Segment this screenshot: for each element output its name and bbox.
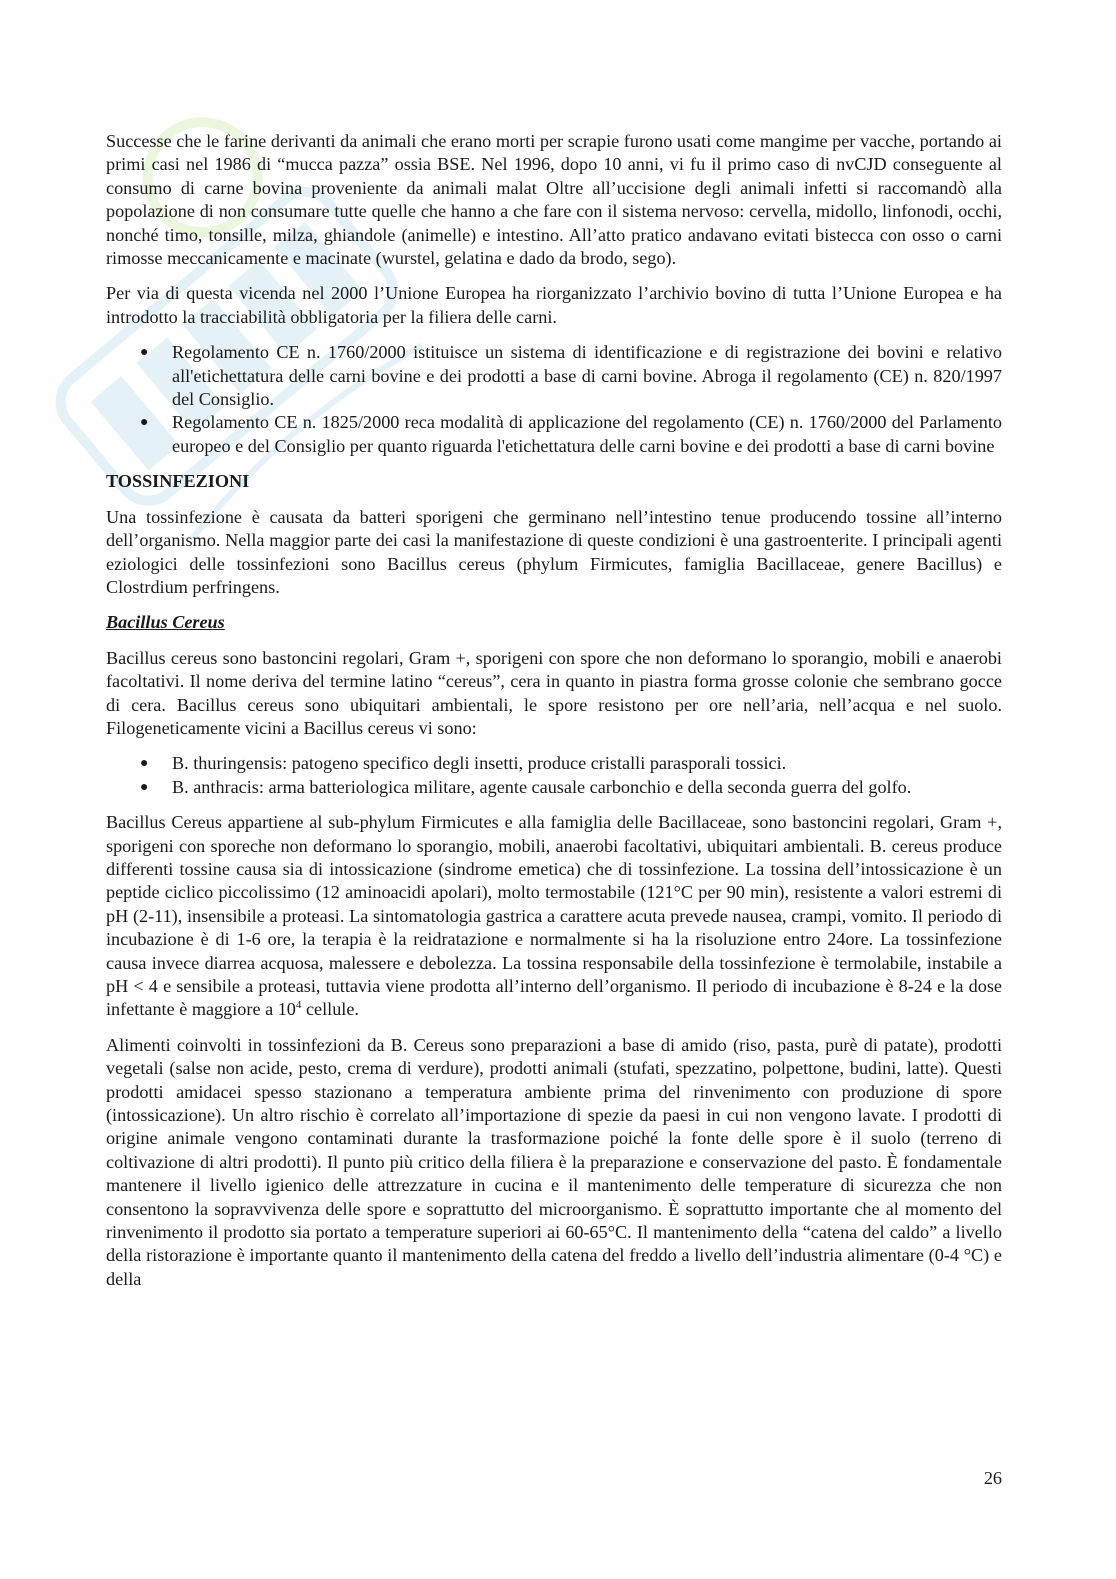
paragraph-bacillus-toxins <box>106 811 1002 1022</box>
list-item <box>106 411 1002 458</box>
relatives-list <box>106 752 1002 799</box>
bullet-icon: ● <box>140 756 149 772</box>
paragraph-tracciabilita: Per via di questa vicenda nel 2000 l’Unione Europea ha riorganizzato l’archivio bovino di tutta l’Unione Europea e ha introdotto la tracciabilità obbligatoria per la filiera delle carni. <box>106 283 1002 327</box>
section-heading-tossinfezioni: TOSSINFEZIONI <box>106 471 250 492</box>
bullet-icon: ● <box>140 345 149 361</box>
list-item <box>106 752 1002 775</box>
paragraph-text: Bacillus Cereus appartiene al sub-phylum Firmicutes e alla famiglia delle Bacillaceae, sono bastoncini regolari, Gram +, sporigeni con sporeche non deformano lo sporangio, mobili, anaerobi facoltativi, ubiquitari ambientali. B. cereus produce differenti tossine causa sia di intossicazione (sindrome emetica) che di tossinfezione. La tossina dell’intossicazione è un peptide ciclico piccolissimo (12 aminoacidi apolari), molto termostabile (121°C per 90 min), resistente a valori estremi di pH (2-11), insensibile a proteasi. La sintomatologia gastrica a carattere acuta prevede nausea, crampi, vomito. Il periodo di incubazione è di 1-6 ore, la terapia è la reidratazione e normalmente si ha la risoluzione entro 24ore. La tossinfezione causa invece diarrea acquosa, malessere e debolezza. La tossina responsabile della tossinfezione è termolabile, instabile a pH < 4 e sensibile a proteasi, tuttavia viene prodotta all’interno dell’organismo. Il periodo di incubazione è 8-24 e la dose infettante è maggiore a 10 <box>106 812 1002 1020</box>
paragraph-alimenti: Alimenti coinvolti in tossinfezioni da B. Cereus sono preparazioni a base di amido (riso, pasta, purè di patate), prodotti vegetali (salse non acide, pesto, crema di verdure), prodotti animali (stufati, spezzatino, polpettone, budini, latte). Questi prodotti amidacei spesso stazionano a temperatura ambiente prima del rinvenimento con produzione di spore (intossicazione). Un altro rischio è correlato all’importazione di spezie da paesi in cui non vengono lavate. I prodotti di origine animale vengono contaminati durante la trasformazione poiché la fonte delle spore è il suolo (terreno di coltivazione di altri prodotti). Il punto più critico della filiera è la preparazione e conservazione del pasto. È fondamentale mantenere il livello igienico delle attrezzature in cucina e il mantenimento delle temperature di sicurezza che non consentono la sopravvivenza delle spore e soprattutto del microorganismo. È soprattutto importante che al momento del rinvenimento il prodotto sia portato a temperature superiori ai 60-65°C. Il mantenimento della “catena del caldo” a livello della ristorazione è importante quanto il mantenimento della catena del freddo a livello dell’industria alimentare (0-4 °C) e della <box>106 1034 1002 1289</box>
bullet-icon: ● <box>140 415 149 431</box>
paragraph-bacillus-description: Bacillus cereus sono bastoncini regolari, Gram +, sporigeni con spore che non deformano lo sporangio, mobili e anaerobi facoltativi. Il nome deriva del termine latino “cereus”, cera in quanto in piastra forma grosse colonie che sembrano gocce di cera. Bacillus cereus sono ubiquitari ambientali, le spore resistono per ore nell’aria, nell’acqua e nel suolo. Filogeneticamente vicini a Bacillus cereus vi sono: <box>106 647 1002 738</box>
list-item-text: Regolamento CE n. 1760/2000 istituisce un sistema di identificazione e di registrazione dei bovini e relativo all'etichettatura delle carni bovine e dei prodotti a base di carni bovine. Abroga il regolamento (CE) n. 820/1997 del Consiglio. <box>172 342 1002 410</box>
paragraph-text-end: cellule. <box>301 999 359 1020</box>
list-item <box>106 341 1002 411</box>
regulations-list <box>106 341 1002 458</box>
list-item-text: B. anthracis: arma batteriologica militare, agente causale carbonchio e della seconda guerra del golfo. <box>172 776 912 797</box>
list-item <box>106 776 1002 799</box>
paragraph-bse: Successe che le farine derivanti da animali che erano morti per scrapie furono usati come mangime per vacche, portando ai primi casi nel 1986 di “mucca pazza” ossia BSE. Nel 1996, dopo 10 anni, vi fu il primo caso di nvCJD conseguente al consumo di carne bovina proveniente da animali malat Oltre all’uccisione degli animali infetti si raccomandò alla popolazione di non consumare tutte quelle che hanno a che fare con il sistema nervoso: cervella, midollo, linfonodi, occhi, nonché timo, tonsille, milza, ghiandole (animelle) e intestino. All’atto pratico andavano evitati bistecca con osso o carni rimosse meccanicamente e macinate (wurstel, gelatina e dado da brodo, sego). <box>106 131 1002 269</box>
exponent: 4 <box>295 999 302 1012</box>
document-body <box>106 130 1002 1303</box>
subsection-heading-bacillus: Bacillus Cereus <box>106 612 225 633</box>
list-item-text: Regolamento CE n. 1825/2000 reca modalità di applicazione del regolamento (CE) n. 1760/2000 del Parlamento europeo e del Consiglio per quanto riguarda l'etichettatura delle carni bovine e dei prodotti a base di carni bovine <box>172 412 1002 456</box>
bullet-icon: ● <box>140 779 149 795</box>
paragraph-tossinfezioni: Una tossinfezione è causata da batteri sporigeni che germinano nell’intestino tenue producendo tossine all’interno dell’organismo. Nella maggior parte dei casi la manifestazione di queste condizioni è una gastroenterite. I principali agenti eziologici delle tossinfezioni sono Bacillus cereus (phylum Firmicutes, famiglia Bacillaceae, genere Bacillus) e Clostrdium perfringens. <box>106 506 1002 597</box>
list-item-text: B. thuringensis: patogeno specifico degli insetti, produce cristalli parasporali tossici. <box>172 753 787 774</box>
page-number: 26 <box>983 1468 1002 1488</box>
